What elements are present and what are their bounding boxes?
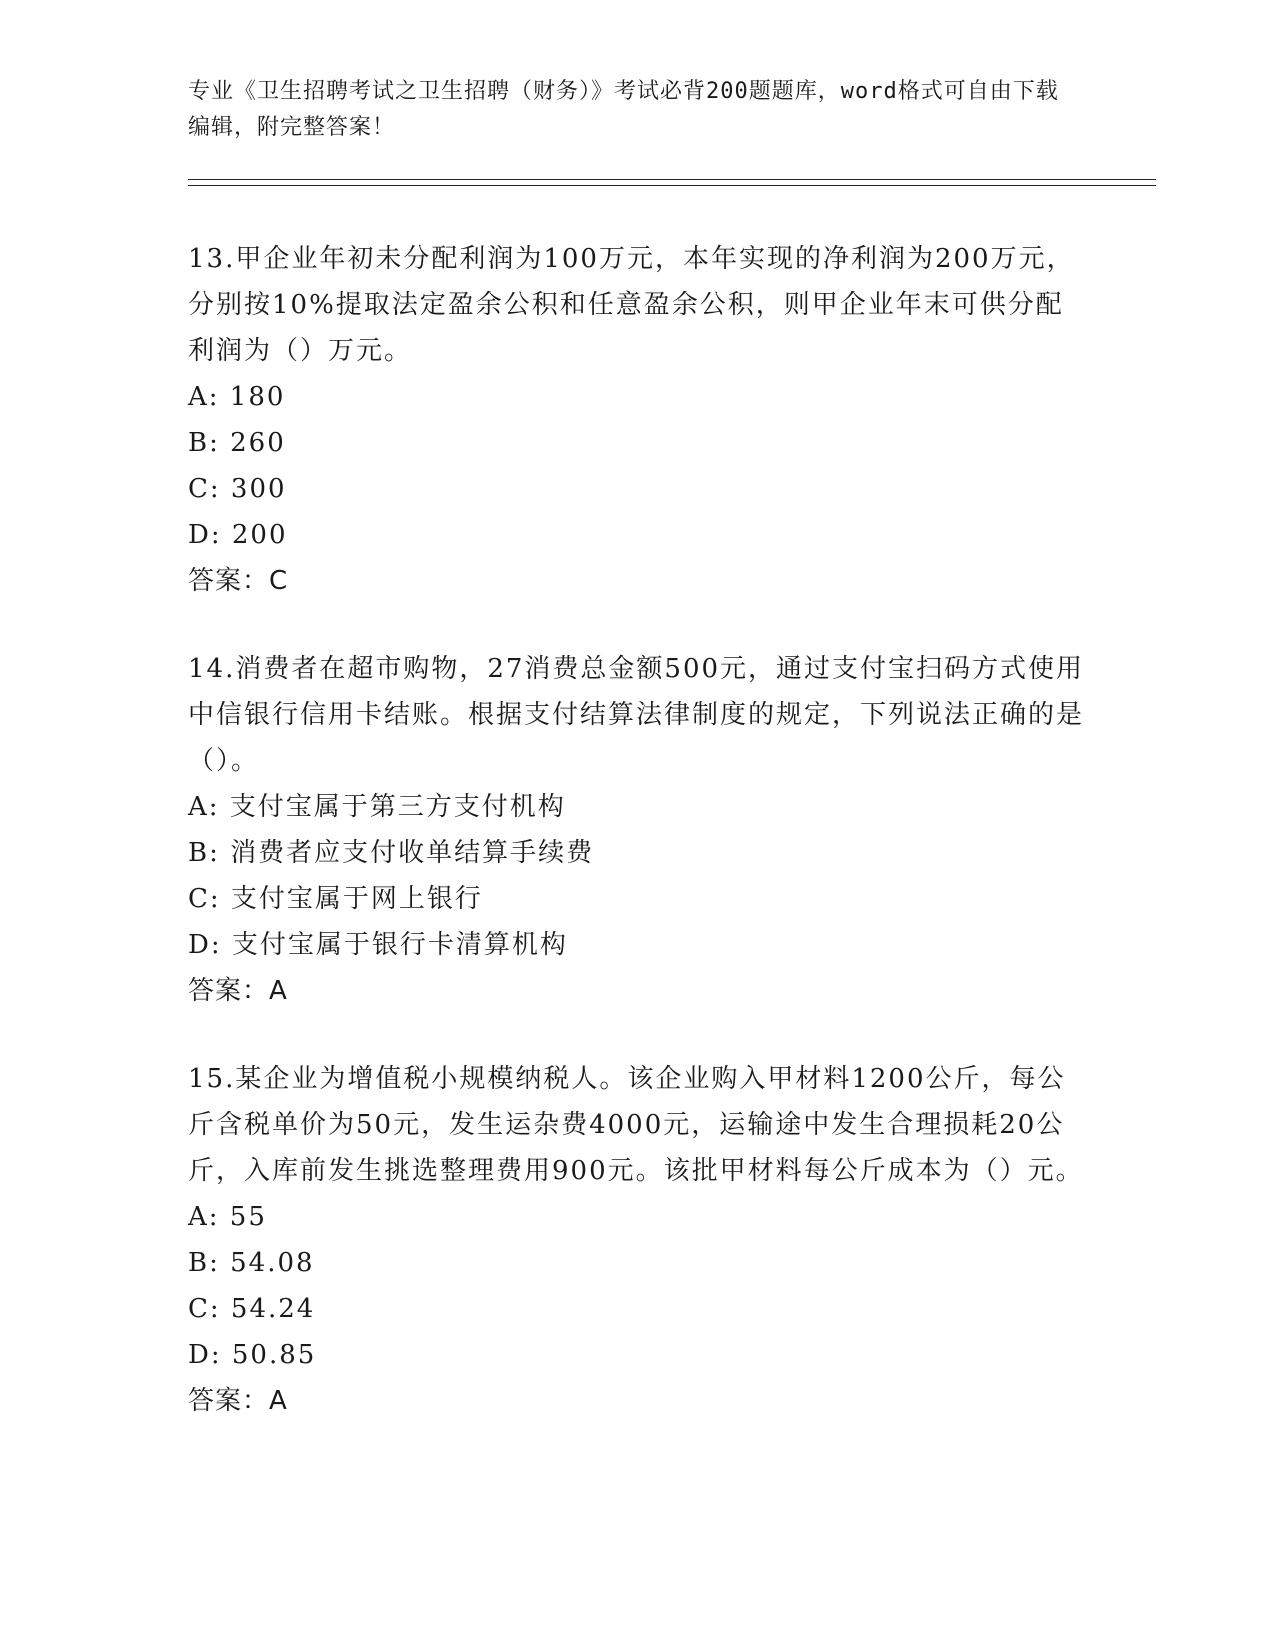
question-15 [188,1056,1088,1424]
question-text: 15.某企业为增值税小规模纳税人。该企业购入甲材料1200公斤，每公斤含税单价为50元，发生运杂费4000元，运输途中发生合理损耗20公斤，入库前发生挑选整理费用900元。该批甲材料每公斤成本为（）元。 [188,1064,1084,1186]
option-b: B: 消费者应支付收单结算手续费 [188,838,595,868]
option-d: D: 50.85 [188,1340,317,1370]
question-13 [188,236,1088,604]
option-d: D: 支付宝属于银行卡清算机构 [188,930,568,960]
option-a: A: 180 [188,382,286,412]
option-c: C: 300 [188,474,287,504]
header-divider-bottom [188,185,1156,186]
option-c: C: 54.24 [188,1294,316,1324]
option-a: A: 支付宝属于第三方支付机构 [188,792,566,822]
document-header: 专业《卫生招聘考试之卫生招聘（财务）》考试必背200题题库，word格式可自由下载编辑，附完整答案！ [188,79,1059,140]
question-14 [188,646,1088,1014]
header-divider-top [188,179,1156,180]
answer-line: 答案：A [188,976,288,1006]
answer-line: 答案：C [188,566,289,596]
question-text: 14.消费者在超市购物，27消费总金额500元，通过支付宝扫码方式使用中信银行信用卡结账。根据支付结算法律制度的规定，下列说法正确的是（）。 [188,654,1085,776]
option-b: B: 260 [188,428,286,458]
question-text: 13.甲企业年初未分配利润为100万元，本年实现的净利润为200万元，分别按10%提取法定盈余公积和任意盈余公积，则甲企业年末可供分配利润为（）万元。 [188,244,1075,366]
option-c: C: 支付宝属于网上银行 [188,884,483,914]
answer-line: 答案：A [188,1386,288,1416]
option-a: A: 55 [188,1202,267,1232]
option-b: B: 54.08 [188,1248,315,1278]
option-d: D: 200 [188,520,288,550]
